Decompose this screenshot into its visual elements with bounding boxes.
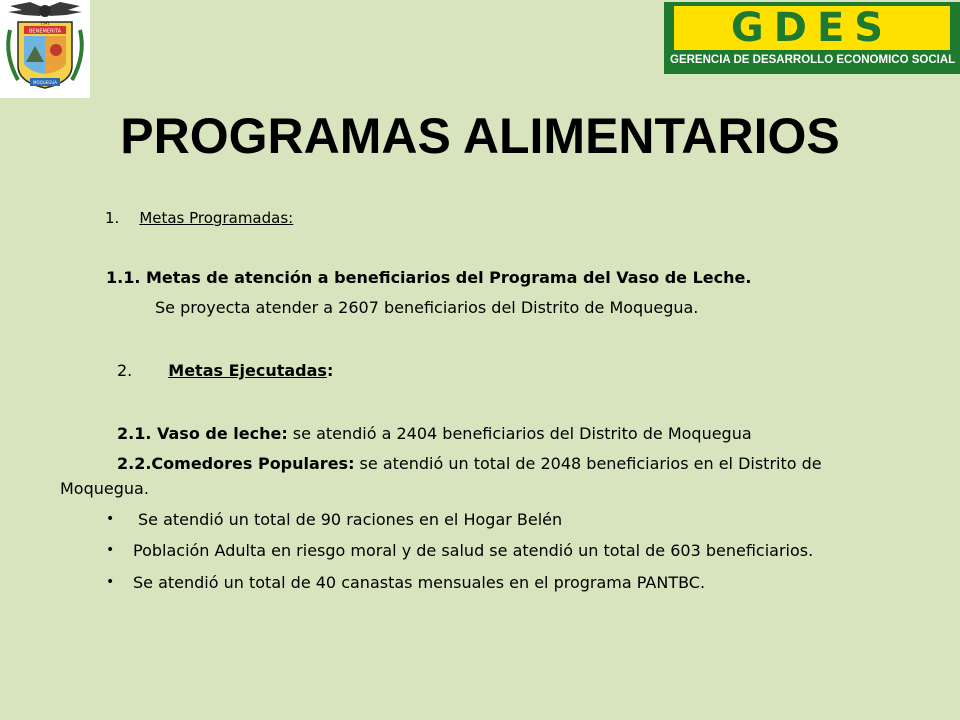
section-1-label: Metas Programadas:	[139, 209, 294, 227]
gdes-wordmark: GDES	[674, 6, 950, 50]
bullet-item-2: Población Adulta en riesgo moral y de salud se atendió un total de 603 beneficiarios.	[133, 541, 814, 560]
section-2-number: 2.	[117, 361, 133, 380]
bullet-item-3: Se atendió un total de 40 canastas mensuales en el programa PANTBC.	[133, 573, 706, 592]
bottom-text: MOQUEGUA	[33, 80, 57, 85]
bullet-icon: •	[106, 542, 115, 558]
gdes-logo	[664, 2, 960, 74]
section-2-1-lead: 2.1. Vaso de leche:	[117, 424, 288, 443]
section-2-2-continuation: Moquegua.	[60, 479, 149, 498]
section-1-heading	[105, 208, 293, 228]
section-1-number: 1.	[105, 209, 120, 227]
section-2-colon: :	[326, 361, 334, 380]
bullet-item-1: Se atendió un total de 90 raciones en el Hogar Belén	[138, 510, 563, 529]
bullet-icon: •	[106, 511, 115, 527]
section-1-1-text: 1.1. Metas de atención a beneficiarios del Programa del Vaso de Leche.	[106, 268, 752, 287]
section-2-1-body: se atendió a 2404 beneficiarios del Distrito de Moquegua	[287, 424, 752, 443]
coat-of-arms-icon	[0, 0, 90, 98]
bullet-icon: •	[106, 574, 115, 590]
section-2-2-body: se atendió un total de 2048 beneficiarios en el Distrito de	[354, 454, 822, 473]
coat-of-arms-logo	[0, 0, 90, 98]
section-2-heading	[117, 361, 333, 381]
section-2-1-text	[117, 424, 752, 444]
section-2-2-lead: 2.2.Comedores Populares:	[117, 454, 355, 473]
gdes-subtitle: GERENCIA DE DESARROLLO ECONOMICO SOCIAL	[670, 54, 956, 66]
page-title: PROGRAMAS ALIMENTARIOS	[120, 108, 840, 164]
year-text: 1541	[40, 21, 50, 26]
banner-text: BENEMERITA	[29, 28, 61, 35]
section-2-label: Metas Ejecutadas	[168, 361, 327, 380]
section-2-2-text	[117, 454, 822, 474]
projection-text: Se proyecta atender a 2607 beneficiarios del Distrito de Moquegua.	[155, 298, 699, 317]
